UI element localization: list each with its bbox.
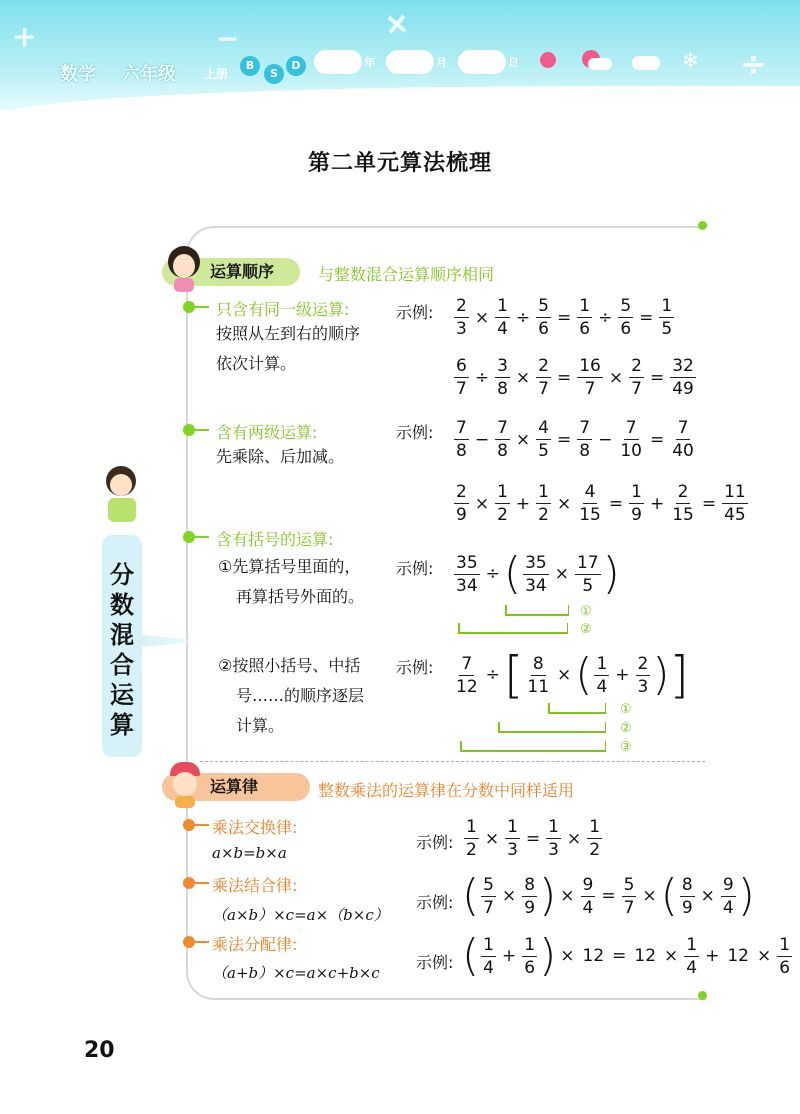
two-level-text: 先乘除、后加减。 xyxy=(216,447,345,466)
bullet-two-level xyxy=(183,424,195,436)
sun-icon[interactable] xyxy=(540,52,556,68)
associative-head: 乘法结合律: xyxy=(212,876,298,895)
fraction: $\frac{1}{4}$ xyxy=(497,296,508,339)
page-title: 第二单元算法梳理 xyxy=(307,151,492,176)
fraction: $\frac{8}{11}$ xyxy=(527,653,550,697)
example-label-5: 示例: xyxy=(416,833,454,852)
fraction: $\frac{16}{7}$ xyxy=(579,356,601,399)
edition-letter-d: D xyxy=(286,56,306,76)
fraction: $\frac{2}{3}$ xyxy=(456,296,467,339)
header-curve xyxy=(0,86,800,116)
step-mark-2a: ② xyxy=(580,622,592,637)
fraction: $\frac{4}{15}$ xyxy=(579,482,601,525)
stem-associative xyxy=(195,882,209,884)
fraction: $\frac{7}{8}$ xyxy=(497,418,508,461)
fraction: $\frac{1}{4}$ xyxy=(686,934,698,978)
commutative-formula: a×b=b×a xyxy=(212,844,287,862)
laws-desc: 整数乘法的运算律在分数中同样适用 xyxy=(318,781,575,800)
minus-icon: − xyxy=(216,22,240,55)
fraction: $\frac{5}{7}$ xyxy=(483,874,494,918)
day-label: 日 xyxy=(508,56,519,69)
fraction: $\frac{1}{6}$ xyxy=(524,934,536,978)
fraction: $\frac{2}{15}$ xyxy=(672,482,694,525)
bullet-distributive xyxy=(183,936,195,948)
step-mark-3b: ③ xyxy=(620,740,632,755)
fraction: $\frac{4}{5}$ xyxy=(538,418,549,461)
header-band xyxy=(0,0,800,110)
math-example-6: $\frac{7}{12}$ ÷ [ $\frac{8}{11}$ × ( $\frac{1}{4}$ + $\frac{2}{3}$ ) ] xyxy=(456,646,690,704)
example-label-3: 示例: xyxy=(396,559,434,578)
fraction: $\frac{2}{9}$ xyxy=(456,482,467,525)
math-example-3: $\frac{7}{8}$ − $\frac{7}{8}$ × $\frac{4}{5}$ = $\frac{7}{8}$ − $\frac{7}{10}$ = $\frac{7}{40}$ xyxy=(456,418,694,461)
month-label: 月 xyxy=(436,56,447,69)
rule2-line3: 计算。 xyxy=(236,716,285,735)
stem-same-level xyxy=(195,306,209,308)
header-subject: 数学 xyxy=(60,64,96,85)
fraction: $\frac{1}{2}$ xyxy=(538,482,549,525)
math-example-5: $\frac{35}{34}$ ÷ ( $\frac{35}{34}$ × $\frac{17}{5}$ ) xyxy=(456,548,620,599)
fraction: $\frac{1}{3}$ xyxy=(507,817,518,860)
step-arrow-1a xyxy=(505,614,569,616)
frame-dot-top xyxy=(698,221,707,230)
same-level-head: 只含有同一级运算: xyxy=(216,300,350,319)
same-level-line2: 依次计算。 xyxy=(216,354,297,373)
rain-cloud-icon[interactable] xyxy=(632,56,660,70)
fraction: $\frac{1}{6}$ xyxy=(779,934,791,978)
brackets-head: 含有括号的运算: xyxy=(216,530,334,549)
fraction: $\frac{6}{7}$ xyxy=(456,356,467,399)
header-volume: 上册 xyxy=(204,67,229,81)
fraction: $\frac{2}{7}$ xyxy=(538,356,549,399)
rule1-line1: ①先算括号里面的， xyxy=(218,557,361,576)
side-tab-pointer xyxy=(141,635,187,647)
two-level-head: 含有两级运算: xyxy=(216,423,318,442)
fraction: $\frac{11}{45}$ xyxy=(724,482,746,525)
month-box[interactable] xyxy=(386,50,434,74)
fraction: $\frac{1}{6}$ xyxy=(579,296,591,339)
fraction: $\frac{1}{4}$ xyxy=(483,934,494,978)
fraction: $\frac{2}{3}$ xyxy=(637,653,649,697)
rule2-line1: ②按照小括号、中括 xyxy=(218,656,361,675)
section-divider xyxy=(200,761,705,762)
example-label-1: 示例: xyxy=(396,303,434,322)
bullet-same-level xyxy=(183,301,195,313)
boy-writing-icon xyxy=(102,466,142,526)
fraction: $\frac{7}{8}$ xyxy=(456,418,467,461)
step-mark-1b: ① xyxy=(620,702,632,717)
fraction: $\frac{5}{6}$ xyxy=(538,296,549,339)
associative-formula: （a×b）×c=a×（b×c） xyxy=(212,906,389,924)
fraction: $\frac{1}{4}$ xyxy=(596,653,608,697)
year-label: 年 xyxy=(364,56,375,69)
step-mark-1a: ① xyxy=(580,604,592,619)
fraction: $\frac{1}{2}$ xyxy=(497,482,508,525)
fraction: $\frac{35}{34}$ xyxy=(456,552,478,596)
frame-dot-bottom xyxy=(698,991,707,1000)
example-label-4: 示例: xyxy=(396,658,434,677)
fraction: $\frac{17}{5}$ xyxy=(576,552,599,596)
fraction: $\frac{7}{10}$ xyxy=(620,418,642,461)
plus-icon: + xyxy=(12,20,38,55)
step-arrow-2b xyxy=(498,731,606,733)
fraction: $\frac{1}{5}$ xyxy=(661,296,673,339)
order-pill: 运算顺序 xyxy=(162,258,300,286)
page-number: 20 xyxy=(84,1038,115,1063)
edition-letter-s: S xyxy=(264,64,284,84)
rule2-line2: 号……的顺序逐层 xyxy=(236,686,365,705)
math-example-2: $\frac{6}{7}$ ÷ $\frac{3}{8}$ × $\frac{2}{7}$ = $\frac{16}{7}$ × $\frac{2}{7}$ = $\frac{32}{49}$ xyxy=(456,356,694,399)
order-desc: 与整数混合运算顺序相同 xyxy=(318,265,495,284)
girl-icon xyxy=(164,246,204,292)
edition-letter-b: B xyxy=(240,56,260,76)
step-arrow-3b xyxy=(460,750,606,752)
math-example-1: $\frac{2}{3}$ × $\frac{1}{4}$ ÷ $\frac{5}{6}$ = $\frac{1}{6}$ ÷ $\frac{5}{6}$ = $\frac{1}{5}$ xyxy=(456,296,673,339)
commutative-head: 乘法交换律: xyxy=(212,818,298,837)
stem-distributive xyxy=(195,941,209,943)
fraction: $\frac{9}{4}$ xyxy=(722,874,734,918)
distributive-head: 乘法分配律: xyxy=(212,935,298,954)
example-label-2: 示例: xyxy=(396,423,434,442)
fraction: $\frac{7}{8}$ xyxy=(579,418,591,461)
header-grade: 六年级 xyxy=(122,64,176,85)
fraction: $\frac{5}{6}$ xyxy=(620,296,632,339)
fraction: $\frac{1}{2}$ xyxy=(466,817,477,860)
math-example-7: $\frac{1}{2}$ × $\frac{1}{3}$ = $\frac{1}{3}$ × $\frac{1}{2}$ xyxy=(466,817,601,860)
example-label-7: 示例: xyxy=(416,953,454,972)
times-icon: + xyxy=(373,0,422,49)
fraction: $\frac{9}{4}$ xyxy=(582,874,594,918)
laws-pill: 运算律 xyxy=(162,773,310,801)
fraction: $\frac{7}{12}$ xyxy=(456,653,478,697)
stem-two-level xyxy=(195,429,209,431)
fraction: $\frac{3}{8}$ xyxy=(497,356,508,399)
cloud-icon xyxy=(588,58,612,70)
bullet-brackets xyxy=(183,531,195,543)
divide-icon: ÷ xyxy=(740,45,767,83)
stem-brackets xyxy=(195,536,209,538)
fraction: $\frac{35}{34}$ xyxy=(525,552,547,596)
day-box[interactable] xyxy=(458,50,506,74)
bullet-commutative xyxy=(183,819,195,831)
math-example-9: ( $\frac{1}{4}$ + $\frac{1}{6}$ ) × 12 = 12 × $\frac{1}{4}$ + 12 × $\frac{1}{6}$ xyxy=(462,930,791,981)
fraction: $\frac{32}{49}$ xyxy=(672,356,694,399)
fraction: $\frac{2}{7}$ xyxy=(631,356,642,399)
fraction: $\frac{7}{40}$ xyxy=(672,418,694,461)
fraction: $\frac{8}{9}$ xyxy=(524,874,536,918)
bullet-associative xyxy=(183,877,195,889)
snowflake-icon[interactable]: ❄ xyxy=(682,48,699,72)
example-label-6: 示例: xyxy=(416,893,454,912)
distributive-formula: （a+b）×c=a×c+b×c xyxy=(212,964,380,982)
math-example-8: ( $\frac{5}{7}$ × $\frac{8}{9}$ ) × $\frac{9}{4}$ = $\frac{5}{7}$ × ( $\frac{8}{9}$ × $\frac{9}{4}$ ) xyxy=(462,870,755,921)
fraction: $\frac{8}{9}$ xyxy=(681,874,693,918)
boy-cap-icon xyxy=(166,762,204,808)
step-mark-2b: ② xyxy=(620,721,632,736)
same-level-line1: 按照从左到右的顺序 xyxy=(216,324,361,343)
step-arrow-1b xyxy=(548,712,606,714)
rule1-line2: 再算括号外面的。 xyxy=(236,587,365,606)
step-arrow-2a xyxy=(458,632,568,634)
fraction: $\frac{1}{2}$ xyxy=(589,817,601,860)
side-tab-title: 分数混合运算 xyxy=(110,561,134,739)
fraction: $\frac{1}{9}$ xyxy=(631,482,642,525)
fraction: $\frac{1}{3}$ xyxy=(548,817,559,860)
math-example-4: $\frac{2}{9}$ × $\frac{1}{2}$ + $\frac{1}{2}$ × $\frac{4}{15}$ = $\frac{1}{9}$ + $\frac{2}{15}$ = $\frac{11}{45}$ xyxy=(456,482,746,525)
stem-commutative xyxy=(195,824,209,826)
year-box[interactable] xyxy=(314,50,362,74)
fraction: $\frac{5}{7}$ xyxy=(623,874,635,918)
